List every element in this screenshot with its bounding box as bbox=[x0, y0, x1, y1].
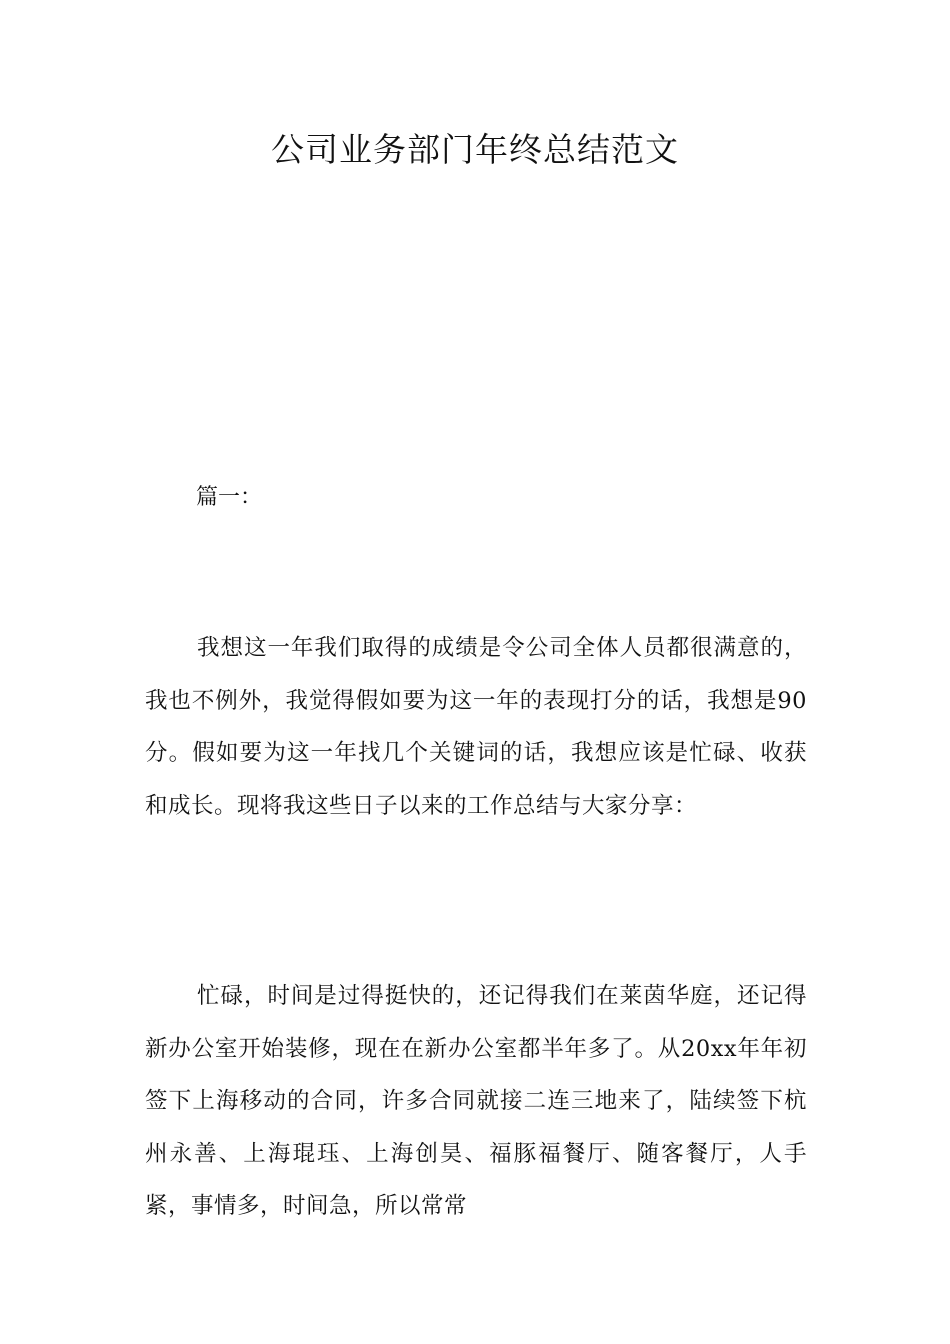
paragraph-2: 忙碌，时间是过得挺快的，还记得我们在莱茵华庭，还记得新办公室开始装修，现在在新办公室都半年多了。从20xx年年初签下上海移动的合同，许多合同就接二连三地来了，陆续签下杭州永善、上海琨珏、上海创昊、福豚福餐厅、随客餐厅，人手紧，事情多，时间急，所以常常 bbox=[145, 983, 807, 1220]
paragraph-1: 我想这一年我们取得的成绩是令公司全体人员都很满意的，我也不例外，我觉得假如要为这一年的表现打分的话，我想是90分。假如要为这一年找几个关键词的话，我想应该是忙碌、收获和成长。现将我这些日子以来的工作总结与大家分享： bbox=[145, 635, 807, 819]
section-heading: 篇一： bbox=[196, 485, 263, 510]
document-title: 公司业务部门年终总结范文 bbox=[271, 130, 679, 169]
